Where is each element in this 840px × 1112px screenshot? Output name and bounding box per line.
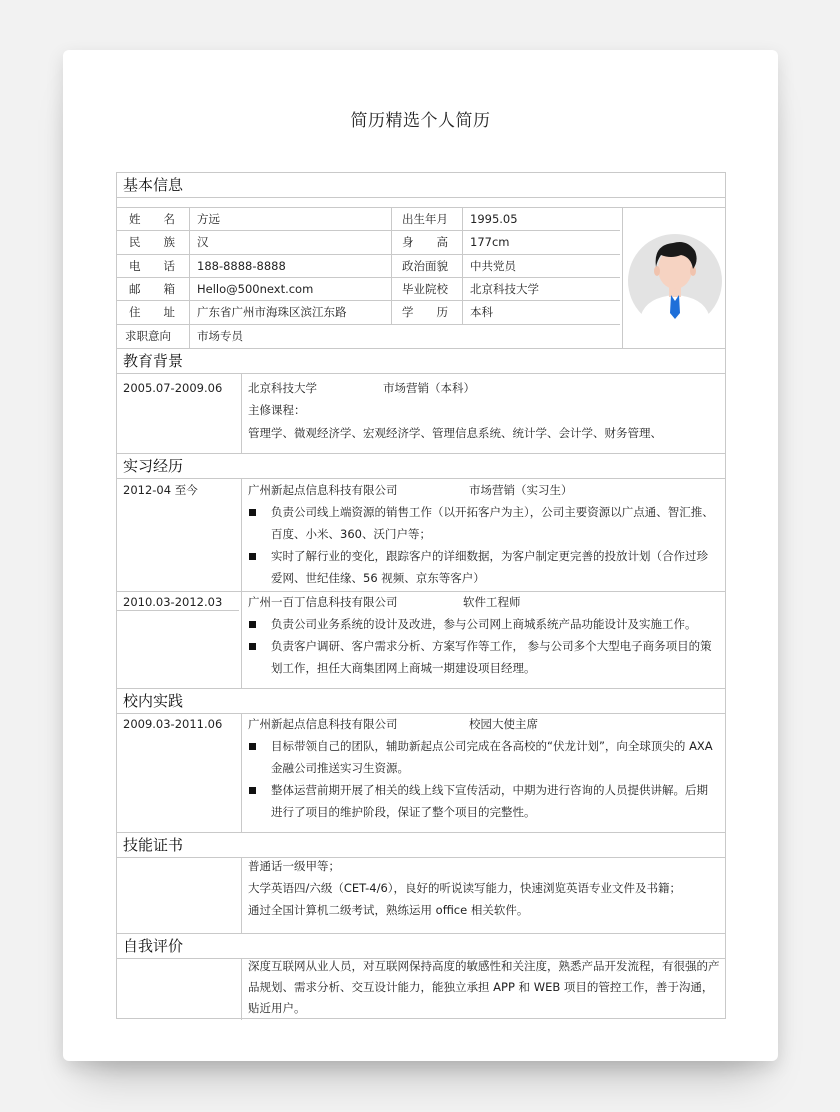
divider	[117, 610, 239, 611]
divider	[117, 207, 725, 208]
divider	[622, 207, 623, 348]
value-height: 177cm	[470, 235, 510, 249]
value-phone: 188-8888-8888	[197, 259, 286, 273]
bullet-text: 负责客户调研、客户需求分析、方案写作等工作， 参与公司多个大型电子商务项目的策	[271, 639, 712, 653]
bullet-text: 进行了项目的维护阶段，保证了整个项目的完整性。	[271, 805, 536, 819]
divider	[189, 207, 190, 348]
value-political: 中共党员	[470, 259, 516, 273]
edu-courses-label: 主修课程：	[248, 403, 306, 417]
value-ethnic: 汉	[197, 235, 209, 249]
campus-org: 广州新起点信息科技有限公司	[248, 717, 398, 731]
bullet-text: 整体运营前期开展了相关的线上线下宣传活动，中期为进行咨询的人员提供讲解。后期	[271, 783, 708, 797]
bullet-text: 金融公司推送实习生资源。	[271, 761, 409, 775]
divider	[462, 207, 463, 324]
avatar-ear	[654, 266, 660, 276]
label-ethnic: 民 族	[129, 235, 175, 249]
label-school: 毕业院校	[402, 282, 448, 296]
skill-item: 通过全国计算机二级考试，熟练运用 office 相关软件。	[248, 903, 529, 917]
skill-item: 大学英语四/六级（CET-4/6），良好的听说读写能力，快速浏览英语专业文件及书籍；	[248, 881, 682, 895]
edu-courses: 管理学、微观经济学、宏观经济学、管理信息系统、统计学、会计学、财务管理、	[248, 426, 662, 440]
label-degree: 学 历	[402, 305, 448, 319]
divider	[117, 230, 620, 231]
value-address: 广东省广州市海珠区滨江东路	[197, 305, 347, 319]
section-title-skills: 技能证书	[117, 833, 725, 858]
divider	[241, 373, 242, 453]
divider	[117, 277, 620, 278]
resume-sheet	[63, 50, 778, 1061]
campus-date: 2009.03-2011.06	[123, 717, 223, 731]
resume-table	[116, 172, 726, 1019]
value-school: 北京科技大学	[470, 282, 539, 296]
section-title-education: 教育背景	[117, 349, 725, 374]
label-address: 住 址	[129, 305, 175, 319]
value-birth: 1995.05	[470, 212, 518, 226]
bullet	[249, 553, 256, 560]
value-name: 方远	[197, 212, 220, 226]
intern-company: 广州一百丁信息科技有限公司	[248, 595, 398, 609]
label-name: 姓 名	[129, 212, 175, 226]
divider	[241, 958, 242, 1020]
bullet-text: 负责公司业务系统的设计及改进，参与公司网上商城系统产品功能设计及实施工作。	[271, 617, 697, 631]
label-birth: 出生年月	[402, 212, 448, 226]
bullet	[249, 621, 256, 628]
value-degree: 本科	[470, 305, 493, 319]
divider	[117, 300, 620, 301]
avatar	[627, 233, 727, 333]
label-phone: 电 话	[129, 259, 175, 273]
page-title: 简历精选个人简历	[350, 111, 491, 131]
intern-role: 市场营销（实习生）	[469, 483, 573, 497]
divider	[391, 207, 392, 324]
self-eval-line: 品规划、需求分析、交互设计能力，能独立承担 APP 和 WEB 项目的管控工作，善于沟通，	[248, 980, 714, 994]
divider	[241, 857, 242, 933]
label-intent: 求职意向	[125, 329, 171, 343]
label-height: 身 高	[402, 235, 448, 249]
bullet-text: 百度、小米、360、沃门户等；	[271, 527, 431, 541]
divider	[117, 324, 620, 325]
value-intent: 市场专员	[197, 329, 243, 343]
intern-company: 广州新起点信息科技有限公司	[248, 483, 398, 497]
campus-role: 校园大使主席	[469, 717, 538, 731]
section-title-internship: 实习经历	[117, 454, 725, 479]
intern-date: 2012-04 至今	[123, 483, 198, 497]
edu-major: 市场营销（本科）	[383, 381, 475, 395]
self-eval-line: 深度互联网从业人员，对互联网保持高度的敏感性和关注度，熟悉产品开发流程，有很强的产	[248, 959, 720, 973]
bullet	[249, 743, 256, 750]
bullet	[249, 787, 256, 794]
section-title-self: 自我评价	[117, 934, 725, 959]
divider	[117, 254, 620, 255]
label-email: 邮 箱	[129, 282, 175, 296]
self-eval-line: 贴近用户。	[248, 1001, 306, 1015]
intern-role: 软件工程师	[463, 595, 521, 609]
edu-date: 2005.07-2009.06	[123, 381, 223, 395]
skill-item: 普通话一级甲等；	[248, 859, 340, 873]
bullet-text: 爱网、世纪佳缘、56 视频、京东等客户）	[271, 571, 485, 585]
section-title-basic: 基本信息	[117, 173, 725, 198]
intern-date: 2010.03-2012.03	[123, 595, 223, 609]
bullet-text: 实时了解行业的变化，跟踪客户的详细数据，为客户制定更完善的投放计划（合作过珍	[271, 549, 708, 563]
bullet-text: 划工作，担任大商集团网上商城一期建设项目经理。	[271, 661, 536, 675]
label-political: 政治面貌	[402, 259, 448, 273]
bullet	[249, 643, 256, 650]
divider	[241, 478, 242, 688]
value-email[interactable]: Hello@500next.com	[197, 282, 314, 296]
divider	[117, 591, 725, 592]
section-title-campus: 校内实践	[117, 689, 725, 714]
bullet	[249, 509, 256, 516]
bullet-text: 负责公司线上端资源的销售工作（以开拓客户为主），公司主要资源以广点通、智汇推、	[271, 505, 714, 519]
edu-school: 北京科技大学	[248, 381, 317, 395]
divider	[241, 713, 242, 832]
bullet-text: 目标带领自己的团队，辅助新起点公司完成在各高校的“伏龙计划”，向全球顶尖的 AXA	[271, 739, 713, 753]
